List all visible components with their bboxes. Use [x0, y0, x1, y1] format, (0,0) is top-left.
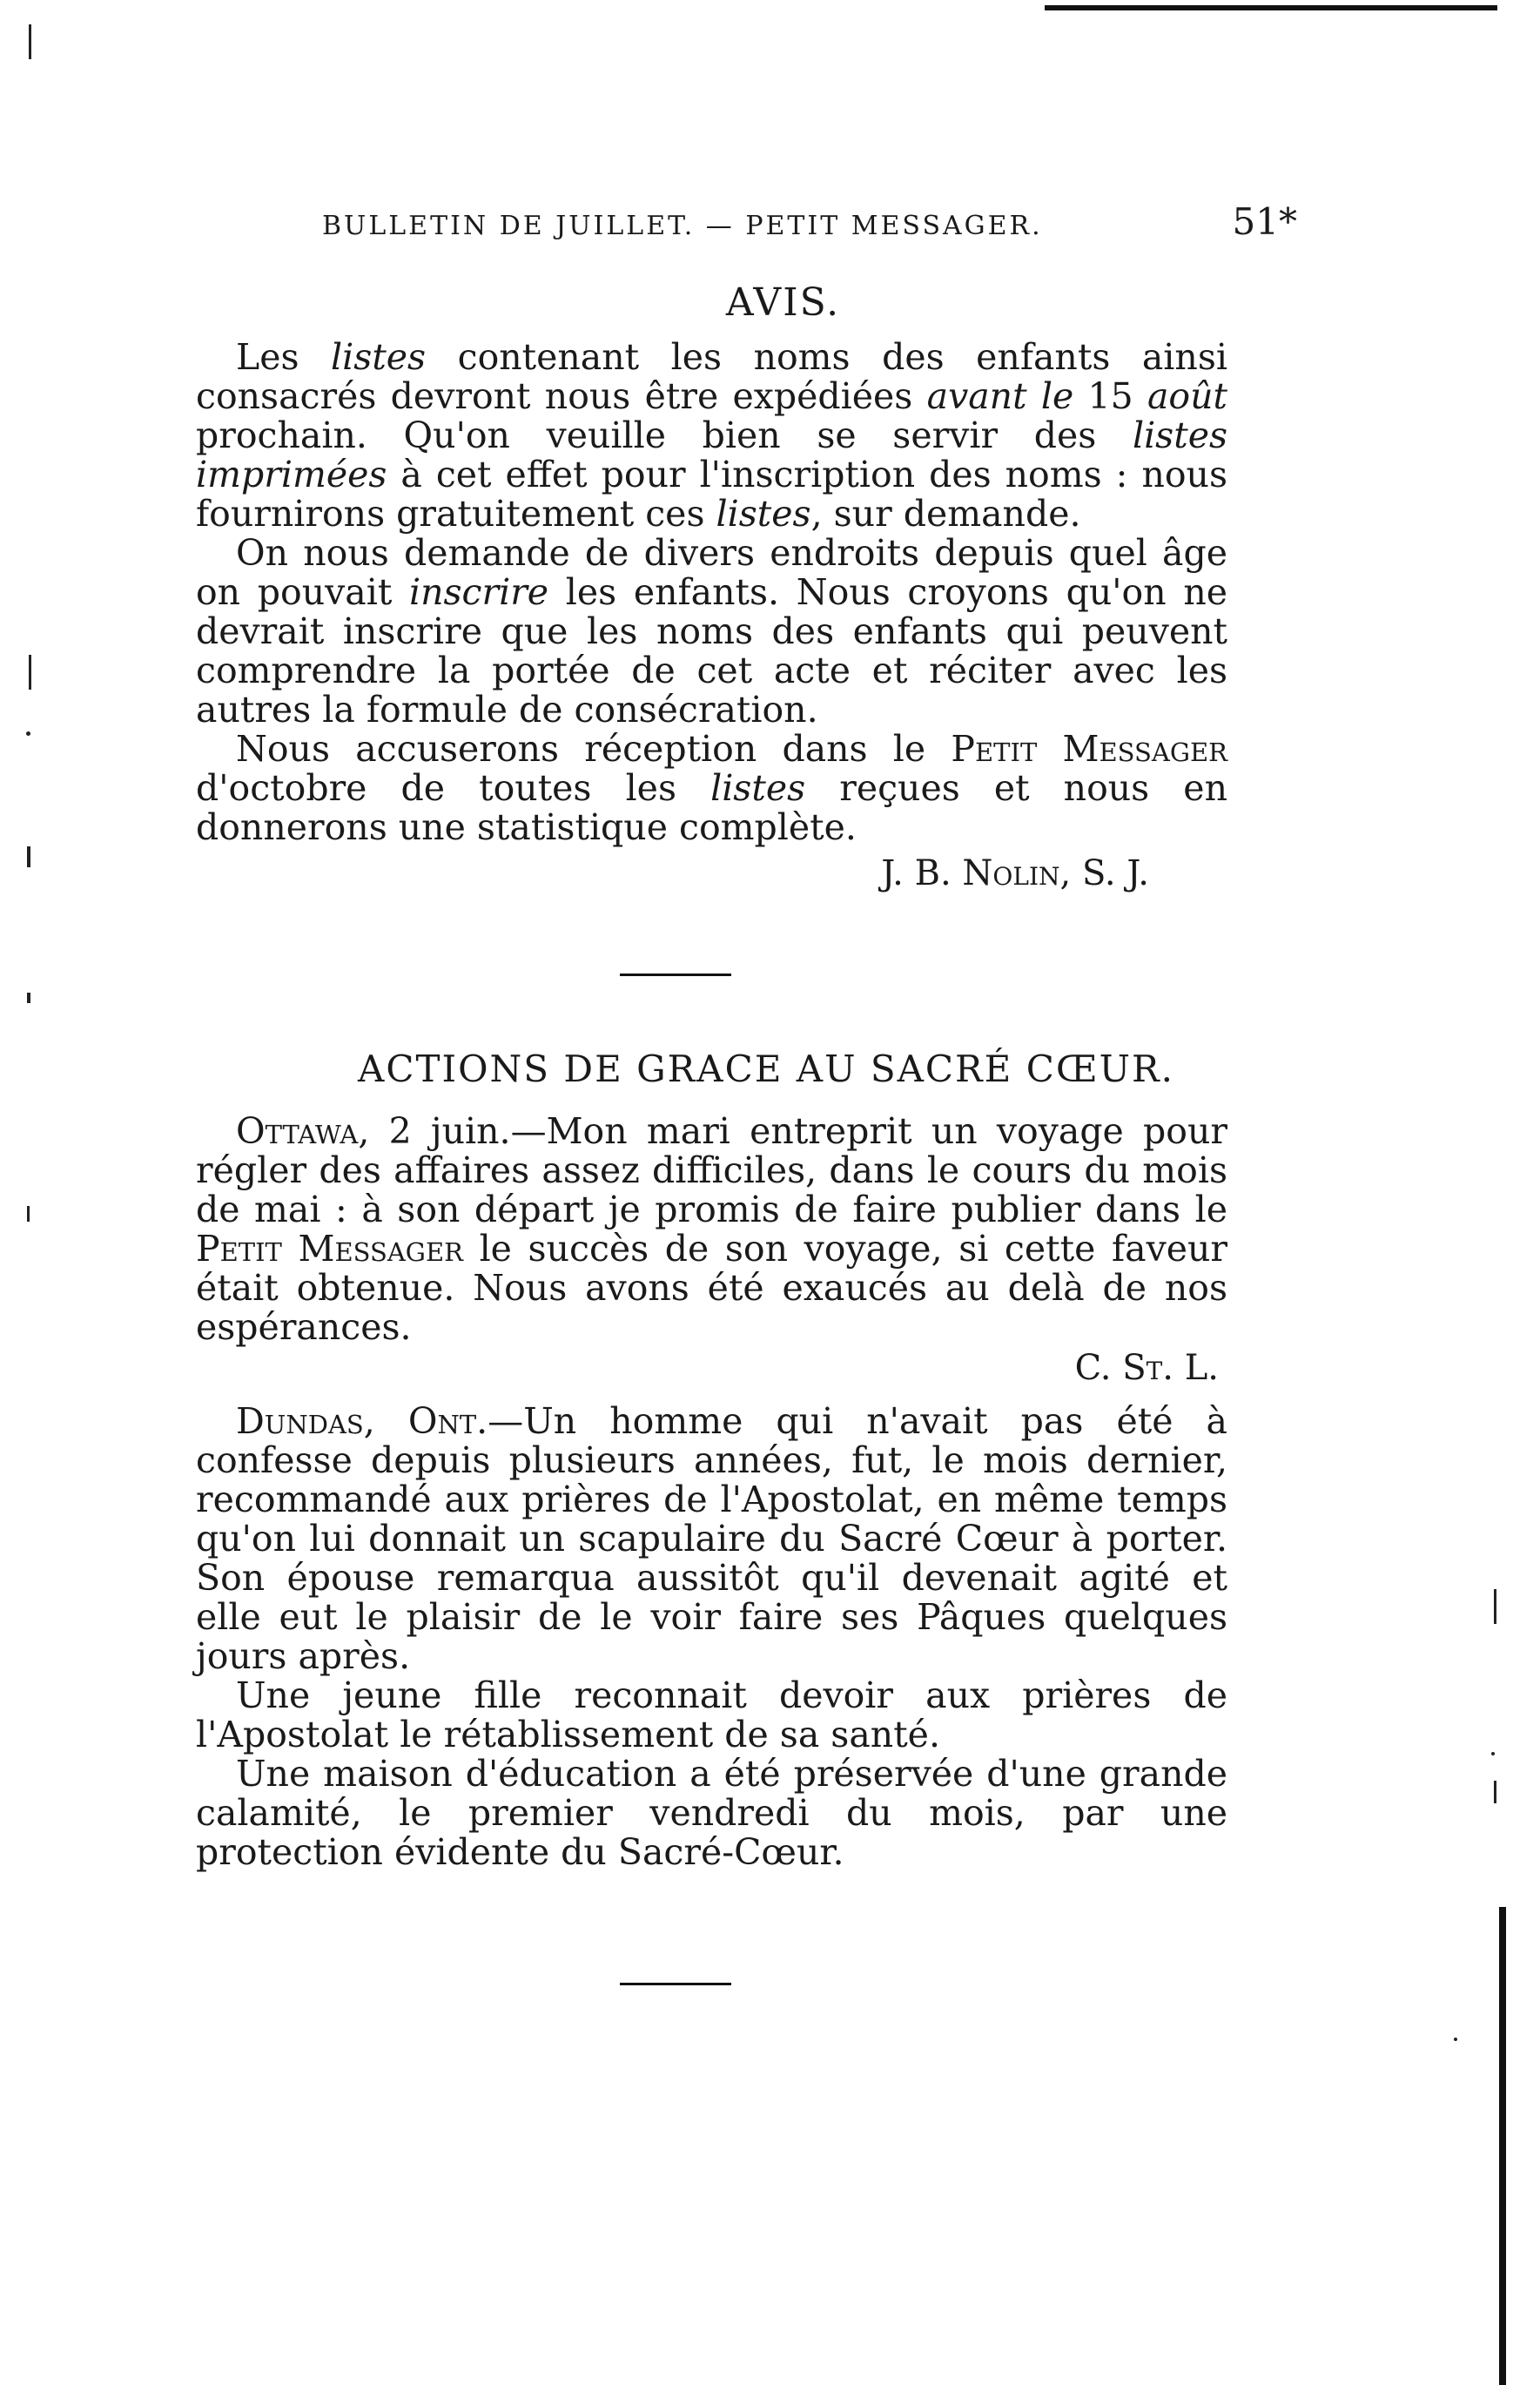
- scan-speck: [1454, 2038, 1457, 2041]
- scan-speck: [1494, 1781, 1496, 1803]
- running-header: [322, 200, 1297, 253]
- ottawa-testimony: Ottawa, 2 juin.—Mon mari entreprit un voyage pour régler des affaires assez difficiles, dans le cours du mois de mai : à son départ je promis de faire publier dans le Petit Messager le succès de son voyage, si cette faveur était obtenue. Nous avons été exaucés au delà de nos espérances.: [196, 1110, 1228, 1348]
- scan-speck: [1494, 1589, 1496, 1624]
- actions-heading: ACTIONS DE GRACE AU SACRÉ CŒUR.: [358, 1048, 1174, 1090]
- section-divider: [620, 1983, 731, 1985]
- page-number: 51*: [1232, 200, 1297, 243]
- scan-speck: [27, 846, 30, 867]
- scan-right-edge: [1499, 1907, 1506, 2385]
- avis-section: [196, 338, 1227, 893]
- avis-paragraph-age: On nous demande de divers endroits depuis quel âge on pouvait inscrire les enfants. Nous croyons qu'on ne devrait inscrire que les noms des enfants qui peuvent comprendre la portée de cet acte et réciter avec les autres la formule de consécration.: [196, 532, 1227, 731]
- dundas-testimony: Dundas, Ont.—Un homme qui n'avait pas été à confesse depuis plusieurs années, fut, le mois dernier, recommandé aux prières de l'Apostolat, en même temps qu'on lui donnait un scapulaire du Sacré Cœur à porter. Son épouse remarqua aussitôt qu'il devenait agité et elle eut le plaisir de le voir faire ses Pâques quelques jours après.: [196, 1400, 1227, 1677]
- avis-heading: AVIS.: [725, 280, 841, 325]
- maison-education-testimony: Une maison d'éducation a été préservée d'une grande calamité, le premier vendredi du mois, par une protection évidente du Sacré-Cœur.: [196, 1753, 1227, 1873]
- avis-paragraph-listes: Les listes contenant les noms des enfants ainsi consacrés devront nous être expédiées avant le 15 août prochain. Qu'on veuille bien se servir des listes imprimées à cet effet pour l'inscription des noms : nous fournirons gratuitement ces listes, sur demande.: [196, 336, 1227, 535]
- jeune-fille-testimony: Une jeune fille reconnait devoir aux prières de l'Apostolat le rétablissement de sa santé.: [196, 1674, 1227, 1755]
- scan-speck: [27, 1206, 30, 1222]
- section-divider: [620, 974, 731, 976]
- scan-speck: [27, 993, 30, 1003]
- avis-paragraph-reception: Nous accuserons réception dans le Petit Messager d'octobre de toutes les listes reçues et nous en donnerons une statistique complète.: [196, 728, 1227, 848]
- scan-speck: [26, 731, 30, 736]
- ottawa-signature: C. St. L.: [1074, 1348, 1219, 1388]
- scan-speck: [29, 655, 31, 690]
- running-title: BULLETIN DE JUILLET. — PETIT MESSAGER.: [322, 211, 1043, 241]
- avis-signature: J. B. Nolin, S. J.: [881, 853, 1149, 893]
- scan-speck: [1491, 1752, 1495, 1755]
- scan-top-edge: [1045, 5, 1497, 10]
- actions-section: [196, 1112, 1227, 1872]
- scan-speck: [29, 24, 31, 59]
